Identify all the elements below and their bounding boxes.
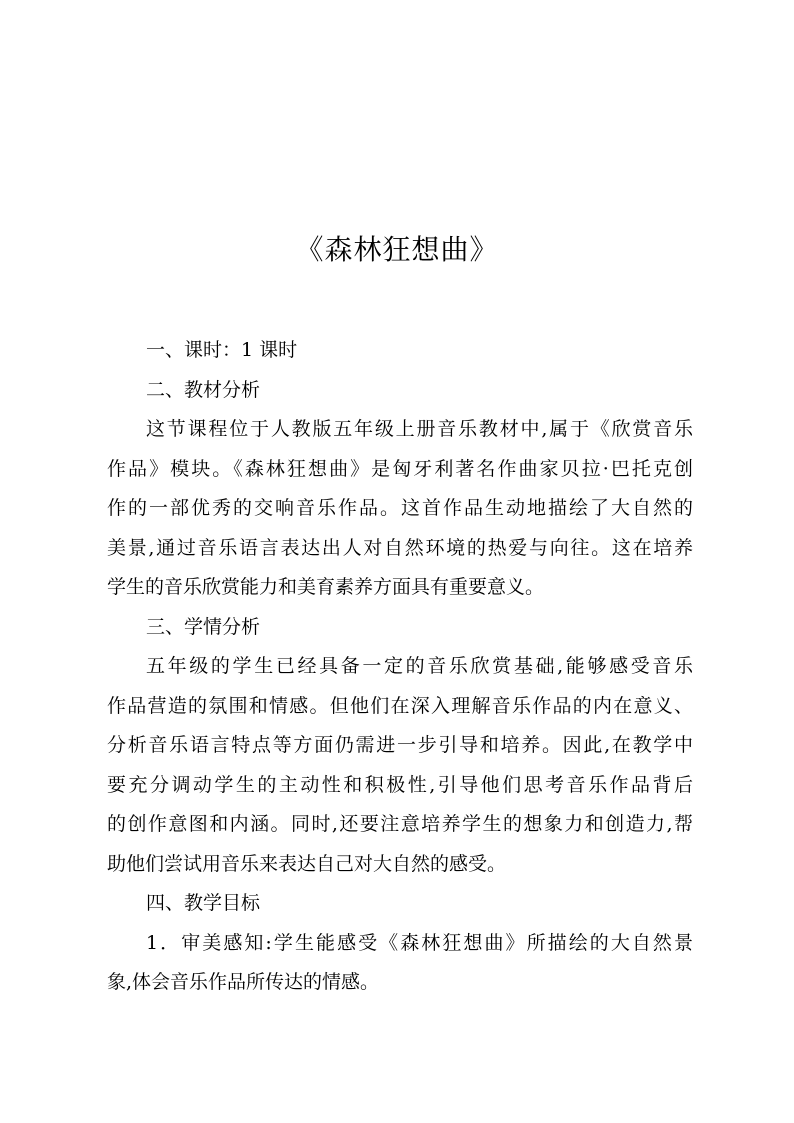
paragraph-line: 作品营造的氛围和情感。但他们在深入理解音乐作品的内在意义、 [107,694,693,717]
paragraph-line: 的创作意图和内涵。同时,还要注意培养学生的想象力和创造力,帮 [107,813,693,835]
paragraph-line: 五年级的学生已经具备一定的音乐欣赏基础,能够感受音乐 [146,655,693,677]
paragraph-line: 助他们尝试用音乐来表达自己对大自然的感受。 [107,852,507,875]
section-heading-teaching-goals: 四、教学目标 [146,892,261,914]
paragraph-line: 象,体会音乐作品所传达的情感。 [107,971,380,993]
section-heading-textbook-analysis: 二、教材分析 [146,378,261,401]
document-title: 《森林狂想曲》 [295,233,499,266]
paragraph-line: 1．审美感知:学生能感受《森林狂想曲》所描绘的大自然景 [146,931,693,954]
paragraph-line: 要充分调动学生的主动性和积极性,引导他们思考音乐作品背后 [107,773,693,796]
paragraph-line: 分析音乐语言特点等方面仍需进一步引导和培养。因此,在教学中 [107,734,693,756]
paragraph-line: 这节课程位于人教版五年级上册音乐教材中,属于《欣赏音乐 [146,418,693,440]
lesson-hours: 一、课时：1 课时 [146,339,298,361]
paragraph-line: 作的一部优秀的交响音乐作品。这首作品生动地描绘了大自然的 [107,497,693,519]
section-heading-student-analysis: 三、学情分析 [146,615,261,638]
document-body [107,331,693,1003]
paragraph-line: 作品》模块。《森林狂想曲》是匈牙利著名作曲家贝拉·巴托克创 [107,457,693,480]
paragraph-line: 美景,通过音乐语言表达出人对自然环境的热爱与向往。这在培养 [107,536,693,559]
paragraph-line: 学生的音乐欣赏能力和美育素养方面具有重要意义。 [107,576,545,598]
